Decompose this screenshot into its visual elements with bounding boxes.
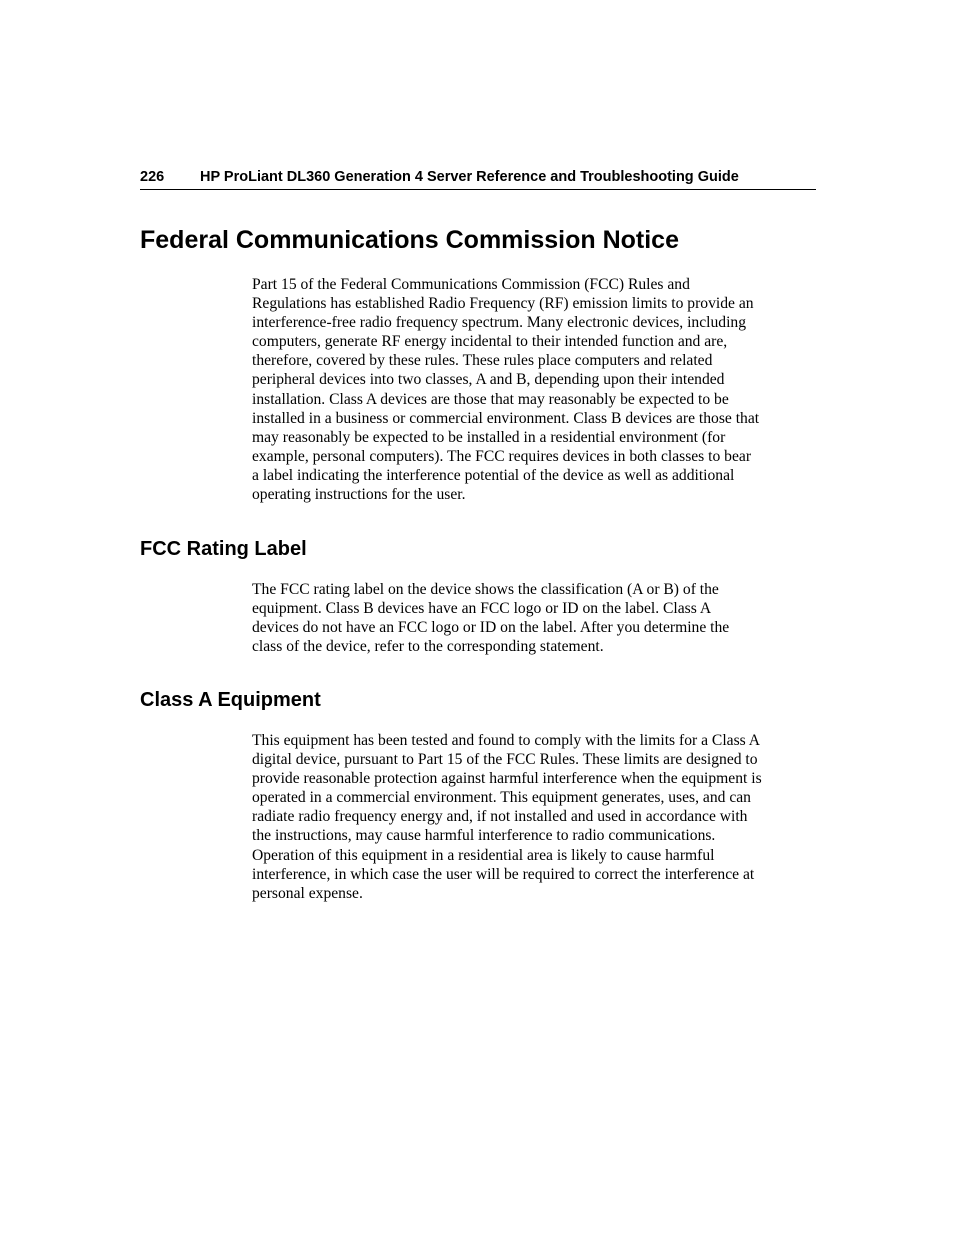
paragraph-line: This equipment has been tested and found to comply with the limits for a Class A — [252, 732, 761, 749]
paragraph-line: Part 15 of the Federal Communications Commission (FCC) Rules and — [252, 276, 690, 293]
paragraph-line: may reasonably be expected to be installed in a residential environment (for — [252, 428, 726, 446]
paragraph-line: example, personal computers). The FCC requires devices in both classes to bear — [252, 447, 752, 465]
paragraph-line: radiate radio frequency energy and, if not installed and used in accordance with — [252, 808, 748, 826]
paragraph-line: class of the device, refer to the corresponding statement. — [252, 638, 604, 656]
book-title: HP ProLiant DL360 Generation 4 Server Reference and Troubleshooting Guide — [200, 169, 739, 185]
running-header — [140, 168, 816, 190]
section-heading-class-a-equipment: Class A Equipment — [140, 689, 321, 711]
paragraph-line: interference-free radio frequency spectrum. Many electronic devices, including — [252, 314, 746, 332]
paragraph-line: operating instructions for the user. — [252, 486, 466, 504]
section-heading-fcc-notice: Federal Communications Commission Notice — [140, 226, 679, 254]
paragraph-line: Regulations has established Radio Frequency (RF) emission limits to provide an — [252, 295, 754, 313]
paragraph-line: therefore, covered by these rules. These rules place computers and related — [252, 352, 713, 370]
paragraph-line: the instructions, may cause harmful interference to radio communications. — [252, 827, 716, 845]
paragraph-line: equipment. Class B devices have an FCC logo or ID on the label. Class A — [252, 600, 712, 618]
paragraph-line: personal expense. — [252, 884, 363, 902]
paragraph-line: provide reasonable protection against harmful interference when the equipment is — [252, 770, 762, 788]
paragraph-fcc-rating-label — [252, 580, 827, 656]
page-number: 226 — [140, 169, 165, 185]
paragraph-line: computers, generate RF energy incidental to their intended function and are, — [252, 333, 728, 351]
paragraph-line: installed in a business or commercial environment. Class B devices are those that — [252, 409, 760, 427]
paragraph-fcc-notice — [252, 275, 827, 504]
paragraph-line: operated in a commercial environment. This equipment generates, uses, and can — [252, 789, 751, 807]
paragraph-line: installation. Class A devices are those that may reasonably be expected to be — [252, 390, 729, 408]
paragraph-line: Operation of this equipment in a residential area is likely to cause harmful — [252, 846, 715, 864]
paragraph-line: peripheral devices into two classes, A and B, depending upon their intended — [252, 371, 725, 389]
paragraph-line: a label indicating the interference potential of the device as well as additional — [252, 466, 735, 484]
paragraph-line: The FCC rating label on the device shows the classification (A or B) of the — [252, 581, 719, 598]
paragraph-line: interference, in which case the user will be required to correct the interference at — [252, 865, 755, 883]
section-heading-fcc-rating-label: FCC Rating Label — [140, 538, 307, 560]
paragraph-class-a-equipment — [252, 731, 827, 903]
paragraph-line: devices do not have an FCC logo or ID on the label. After you determine the — [252, 619, 730, 637]
paragraph-line: digital device, pursuant to Part 15 of the FCC Rules. These limits are designed to — [252, 751, 758, 769]
